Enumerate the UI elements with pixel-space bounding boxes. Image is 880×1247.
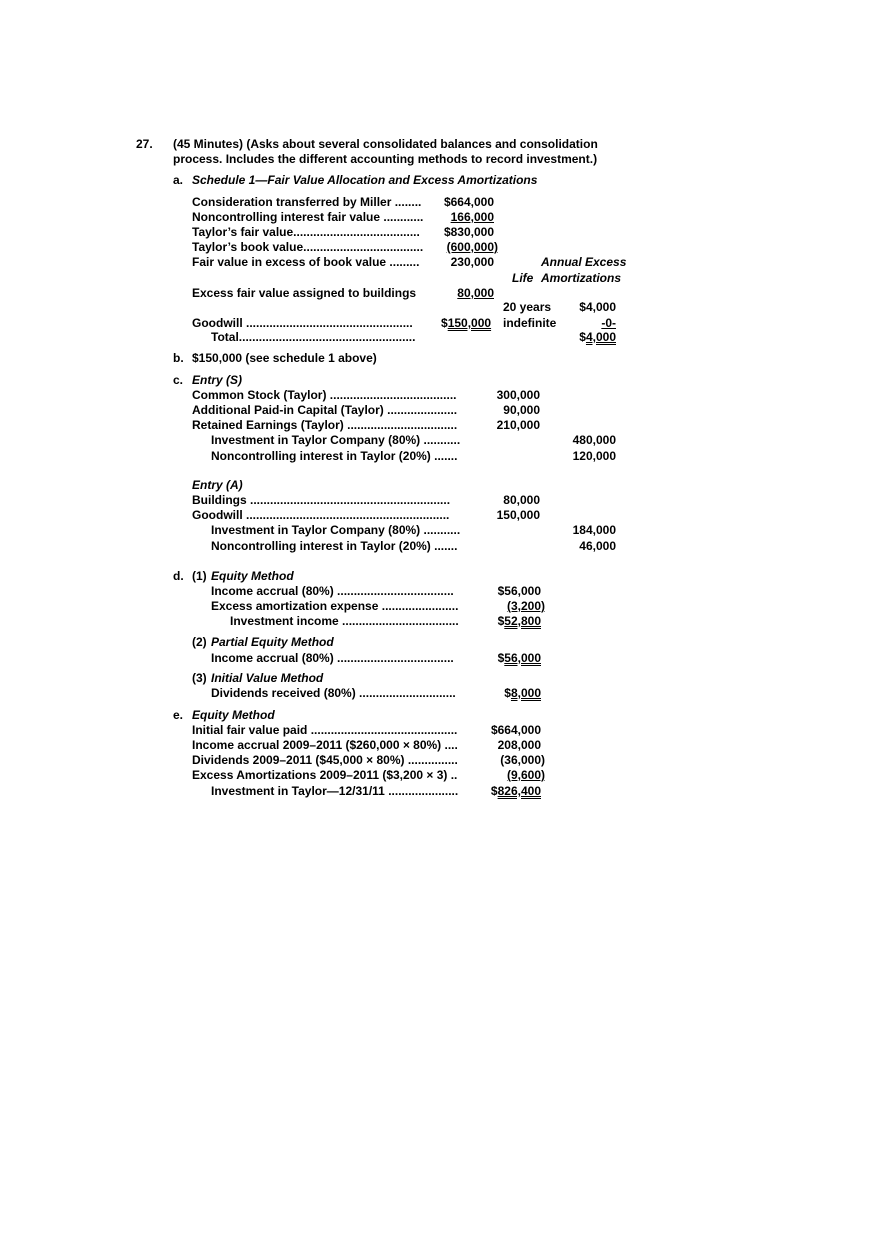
part-b-letter: b. [173,351,184,365]
equity-row-label: Dividends 2009–2011 ($45,000 × 80%) ............... [192,753,458,767]
method-2-number: (2) [192,635,207,649]
journal-debit: 150,000 [496,508,540,522]
col-header-life: Life [512,271,534,285]
goodwill-life: indefinite [503,316,557,330]
m3-div-label: Dividends received (80%) ............................. [211,686,456,700]
part-e-letter: e. [173,708,184,722]
equity-row-label: Initial fair value paid ............................................ [192,723,458,737]
journal-debit: 80,000 [503,493,540,507]
equity-final-value [470,784,541,798]
schedule-row-value: 166,000 [450,210,494,224]
m1-income-label: Income accrual (80%) ................................... [211,584,454,598]
entry-a-title: Entry (A) [192,478,243,492]
buildings-amort: $4,000 [579,300,616,314]
goodwill-dollar: $ [441,316,448,330]
buildings-value: 80,000 [457,286,494,300]
total-amount: 4,000 [585,330,616,344]
m1-invest-amount: 52,800 [504,614,541,628]
col-header-amortizations: Amortizations [541,271,622,285]
journal-debit: 90,000 [503,403,540,417]
goodwill-amort: -0- [601,316,616,330]
journal-row-label: Common Stock (Taylor) ...................................... [192,388,457,402]
equity-row-value: 208,000 [497,738,541,752]
m3-div-dollar: $ [504,686,511,700]
m1-invest-dollar: $ [497,614,505,628]
journal-credit: 120,000 [572,449,616,463]
method-1-title: Equity Method [211,569,294,583]
m3-div-value [480,686,541,700]
equity-final-dollar: $ [490,784,498,798]
journal-credit: 480,000 [572,433,616,447]
schedule-row-label: Fair value in excess of book value ......... [192,255,420,269]
journal-row-label: Retained Earnings (Taylor) ................................. [192,418,458,432]
equity-row-value: $664,000 [490,723,541,737]
part-a-letter: a. [173,173,184,187]
schedule-row-value: 230,000 [450,255,494,269]
goodwill-label: Goodwill .................................................. [192,316,413,330]
journal-debit: 210,000 [496,418,540,432]
col-header-annual-excess: Annual Excess [541,255,627,269]
equity-final-amount: 826,400 [497,784,541,798]
m2-income-amount: 56,000 [504,651,541,665]
equity-final-label: Investment in Taylor—12/31/11 ..................... [211,784,459,798]
part-b-text: $150,000 (see schedule 1 above) [192,351,377,365]
m1-excess-label: Excess amortization expense ....................... [211,599,459,613]
method-1-number: (1) [192,569,207,583]
journal-debit: 300,000 [496,388,540,402]
journal-credit: 46,000 [579,539,616,553]
schedule-row-value: $664,000 [443,195,494,209]
part-e-title: Equity Method [192,708,275,722]
part-c-letter: c. [173,373,184,387]
m2-income-dollar: $ [497,651,505,665]
m1-excess-value: (3,200) [506,599,545,613]
total-label: Total..................................................... [211,330,416,344]
part-d-letter: d. [173,569,184,583]
total-value [556,330,616,344]
method-3-number: (3) [192,671,207,685]
schedule-row-label: Taylor’s book value.................................... [192,240,424,254]
problem-number: 27. [136,137,153,151]
equity-row-label: Excess Amortizations 2009–2011 ($3,200 × 3) .. [192,768,458,782]
method-3-title: Initial Value Method [211,671,324,685]
journal-row-label: Investment in Taylor Company (80%) ........... [211,433,461,447]
goodwill-value [441,316,491,330]
schedule-row-label: Consideration transferred by Miller ........ [192,195,422,209]
journal-row-label: Buildings ............................................................ [192,493,451,507]
equity-row-value: (9,600) [506,768,545,782]
schedule-row-label: Noncontrolling interest fair value ............ [192,210,424,224]
journal-row-label: Noncontrolling interest in Taylor (20%) ....... [211,539,458,553]
problem-header-line2: process. Includes the different accounting methods to record investment.) [173,152,598,166]
equity-row-value: (36,000) [500,753,545,767]
journal-row-label: Goodwill ............................................................. [192,508,450,522]
m3-div-amount: 8,000 [510,686,541,700]
problem-header-line1: (45 Minutes) (Asks about several consolidated balances and consolidation [173,137,598,151]
buildings-label: Excess fair value assigned to buildings [192,286,417,300]
m1-income-value: $56,000 [497,584,541,598]
journal-row-label: Additional Paid-in Capital (Taylor) ..................... [192,403,458,417]
goodwill-amount: 150,000 [447,316,492,330]
m2-income-label: Income accrual (80%) ................................... [211,651,454,665]
journal-credit: 184,000 [572,523,616,537]
part-a-title: Schedule 1—Fair Value Allocation and Excess Amortizations [192,173,538,187]
schedule-row-value: $830,000 [443,225,494,239]
entry-s-title: Entry (S) [192,373,243,387]
schedule-row-value: (600,000) [446,240,498,254]
schedule-row-label: Taylor’s fair value...................................... [192,225,420,239]
total-dollar: $ [579,330,586,344]
m1-invest-label: Investment income ................................... [230,614,459,628]
journal-row-label: Investment in Taylor Company (80%) ........... [211,523,461,537]
m2-income-value [480,651,541,665]
journal-row-label: Noncontrolling interest in Taylor (20%) ....... [211,449,458,463]
method-2-title: Partial Equity Method [211,635,334,649]
buildings-life: 20 years [503,300,552,314]
m1-invest-value [480,614,541,628]
equity-row-label: Income accrual 2009–2011 ($260,000 × 80%) .... [192,738,458,752]
